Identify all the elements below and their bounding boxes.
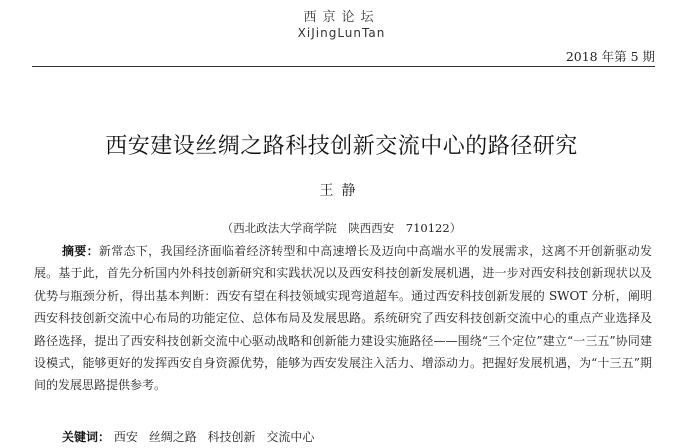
keywords [62, 428, 321, 445]
keyword: 科技创新 [207, 430, 256, 444]
issue-number: 2018 年第 5 期 [565, 49, 655, 64]
paper-title: 西安建设丝绸之路科技创新交流中心的路径研究 [105, 134, 578, 159]
keyword: 交流中心 [266, 430, 315, 444]
keywords-label: 关键词： [62, 430, 111, 444]
author-affiliation: （西北政法大学商学院 陕西西安 710122） [221, 221, 462, 235]
abstract-text: 新常态下，我国经济面临着经济转型和中高速增长及迈向中高端水平的发展需求，这离不开创新驱动发展。基于此，首先分析国内外科技创新研究和实践状况以及西安科技创新发展机遇，进一步对西安科技创新现状以及优势与瓶颈分析，得出基本判断：西安有望在科技领域实现弯道超车。通过西安科技创新发展的 SWOT 分析，阐明西安科技创新交流中心布局的功能定位、总体布局及发展思路。系统研究了西安科技创新交流中心的重点产业选择及路径选择，提出了西安科技创新交流中心驱动战略和创新能力建设实施路径——围绕“三个定位”建立“一三五”协同建设模式，能够更好的发挥西安自身资源优势，能够为西安发展注入活力、增添动力。把握好发展机遇，为“十三五”期间的发展思路提供参考。 [34, 244, 652, 393]
journal-name: 西京论坛 [303, 10, 380, 25]
author-name: 王静 [319, 183, 364, 199]
abstract-label: 摘要： [62, 244, 99, 258]
keyword: 丝绸之路 [148, 430, 197, 444]
abstract [34, 240, 652, 397]
header-rule [32, 66, 655, 67]
keyword: 西安 [113, 430, 138, 444]
journal-name-en: XiJingLunTan [297, 26, 386, 40]
